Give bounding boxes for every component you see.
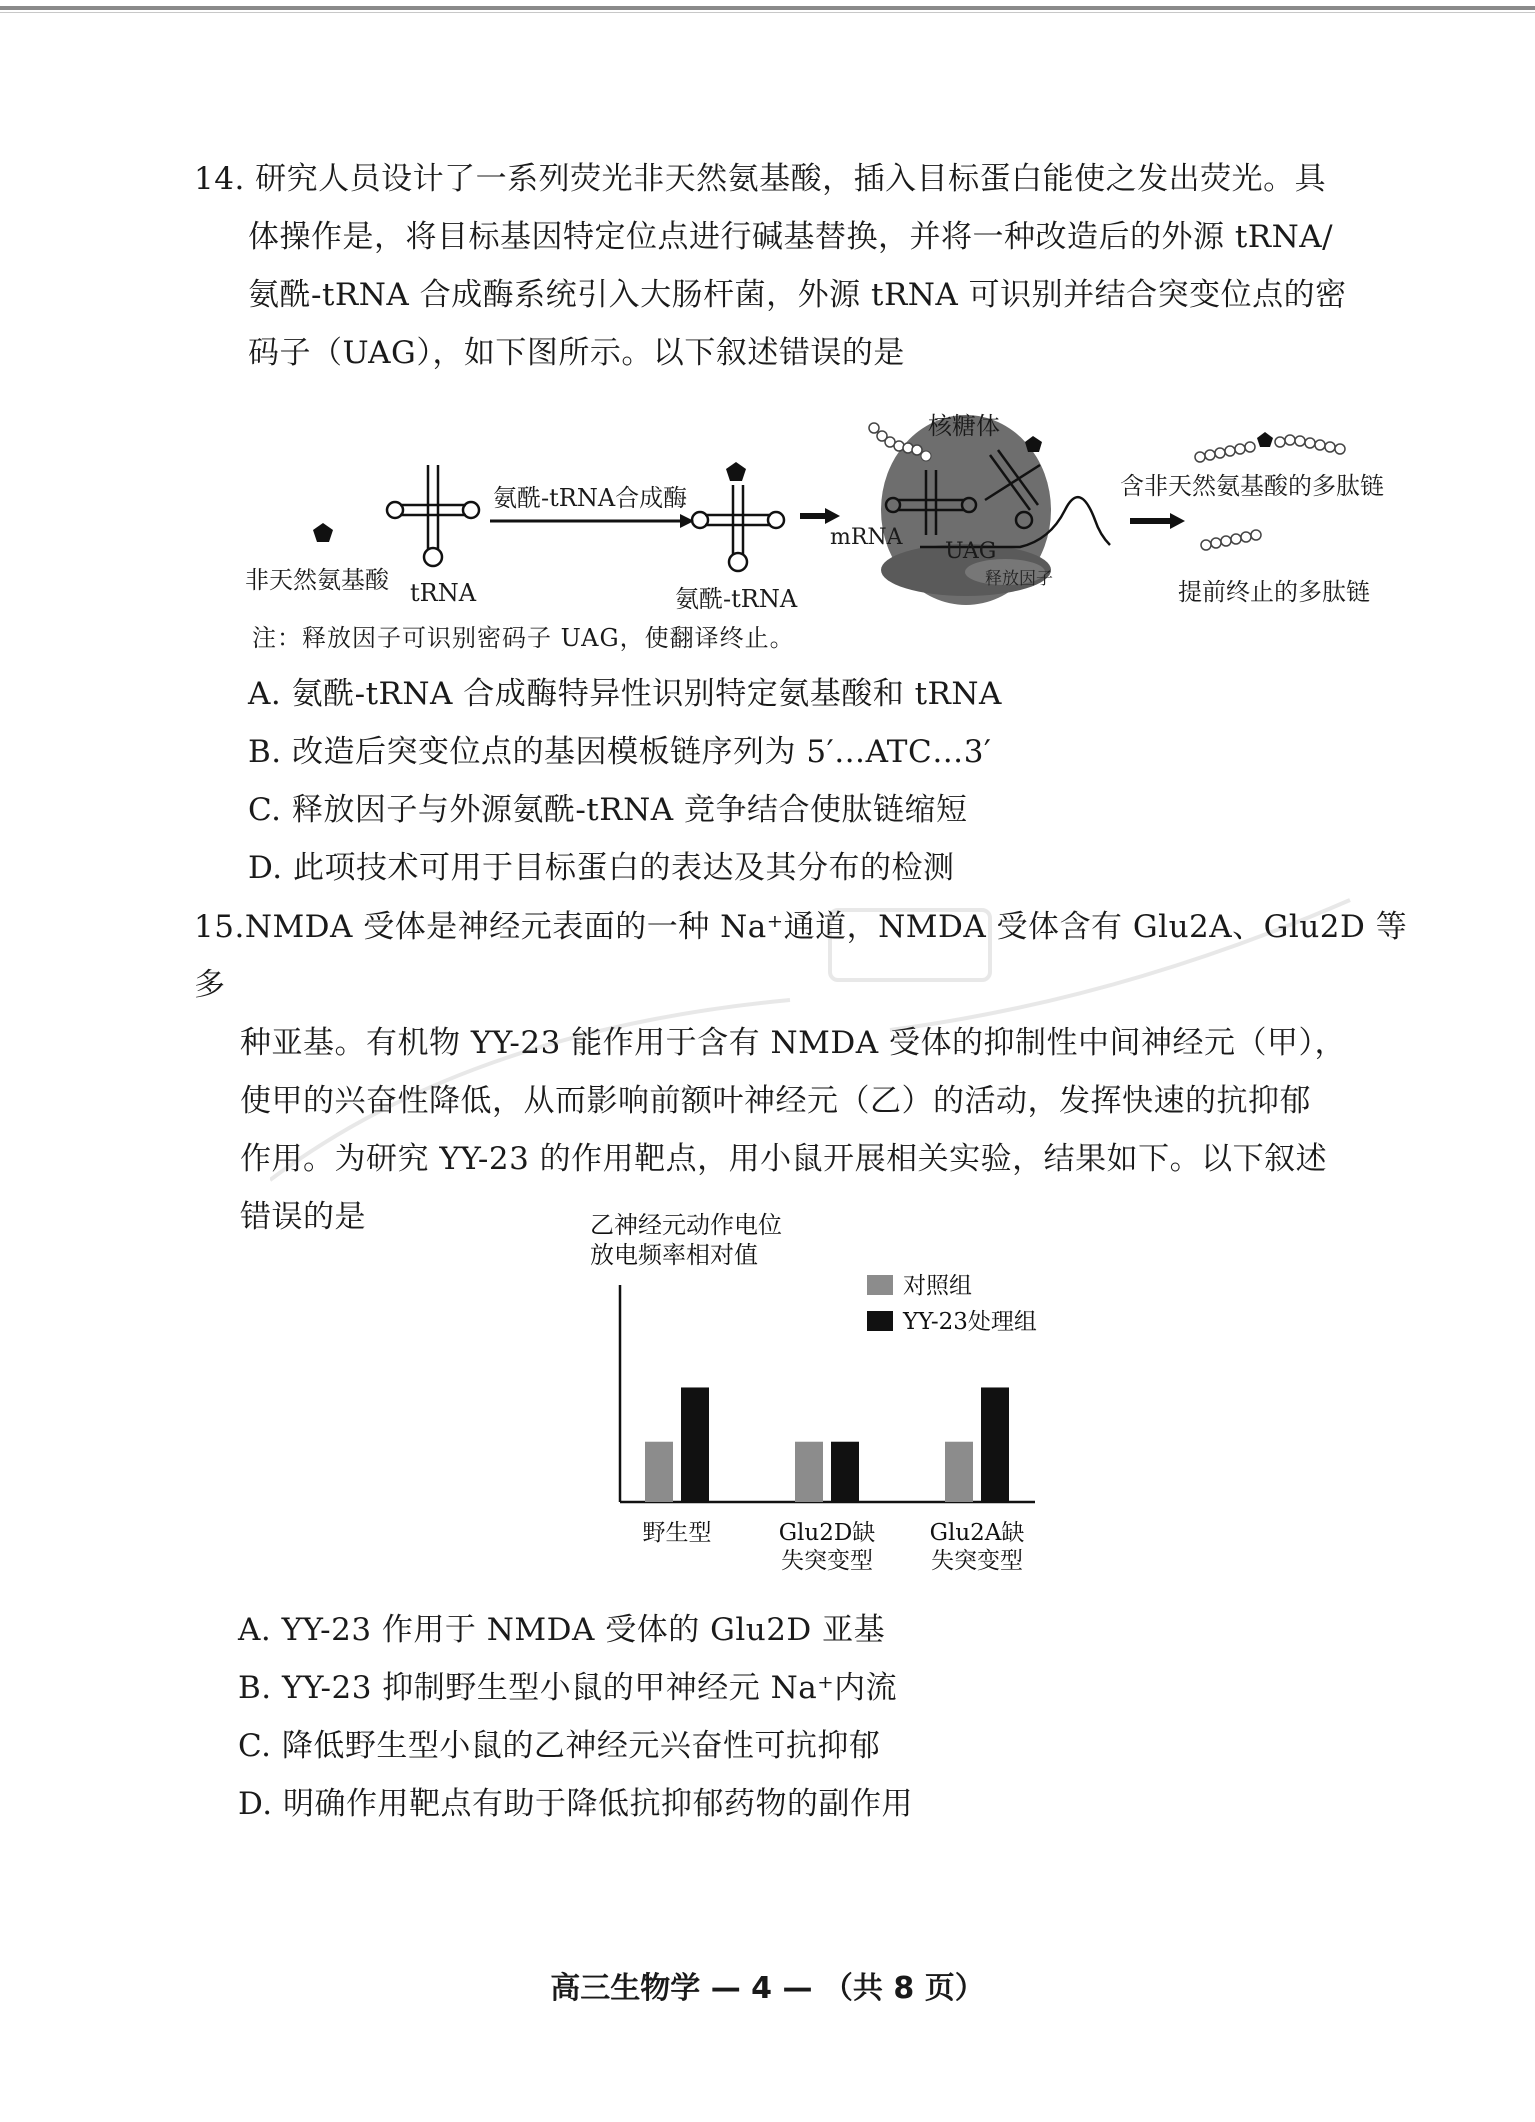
label-aminoacyl-trna: 氨酰-tRNA xyxy=(675,585,798,613)
bar-1-treated xyxy=(681,1387,709,1502)
question-14-number: 14. xyxy=(194,161,245,197)
x-tick-label-2-2: 失突变型 xyxy=(781,1548,873,1574)
x-tick-label-3-2: 失突变型 xyxy=(931,1548,1023,1574)
x-tick-label-1-1: 野生型 xyxy=(642,1520,712,1546)
question-15-line-5: 错误的是 xyxy=(240,1199,366,1235)
amino-acid-icon xyxy=(313,523,333,542)
label-truncated-peptide: 提前终止的多肽链 xyxy=(1178,578,1370,606)
diagram-note: 注：释放因子可识别密码子 UAG，使翻译终止。 xyxy=(252,624,795,652)
label-trna: tRNA xyxy=(410,579,477,607)
translation-diagram-graphic xyxy=(0,0,1535,620)
bar-chart xyxy=(560,1200,1120,1580)
label-mrna: mRNA xyxy=(830,525,903,550)
question-15 xyxy=(194,898,1424,1246)
q14-option-c: C. 释放因子与外源氨酰-tRNA 竞争结合使肽链缩短 xyxy=(248,792,968,828)
x-tick-label-3-1: Glu2A缺 xyxy=(929,1520,1025,1546)
legend-label-2: YY-23处理组 xyxy=(903,1309,1037,1335)
incoming-amino-acid-icon xyxy=(1025,436,1042,452)
question-14-line-2: 体操作是，将目标基因特定位点进行碱基替换，并将一种改造后的外源 tRNA/ xyxy=(248,219,1334,255)
label-unnatural-aa: 非天然氨基酸 xyxy=(245,566,389,594)
question-14-line-3: 氨酰-tRNA 合成酶系统引入大肠杆菌，外源 tRNA 可识别并结合突变位点的密 xyxy=(248,277,1347,313)
question-15-line-1: NMDA 受体是神经元表面的一种 Na⁺通道，NMDA 受体含有 Glu2A、Glu2D 等多 xyxy=(194,909,1408,1003)
question-15-line-2: 种亚基。有机物 YY-23 能作用于含有 NMDA 受体的抑制性中间神经元（甲）， xyxy=(240,1025,1346,1061)
trna-icon xyxy=(387,465,479,566)
q15-option-b: B. YY-23 抑制野生型小鼠的甲神经元 Na⁺内流 xyxy=(238,1670,898,1706)
q15-option-d: D. 明确作用靶点有助于降低抗抑郁药物的副作用 xyxy=(238,1786,913,1822)
label-synthetase: 氨酰-tRNA合成酶 xyxy=(493,484,688,512)
peptide-link-icon xyxy=(921,451,931,461)
label-full-peptide: 含非天然氨基酸的多肽链 xyxy=(1120,472,1384,500)
page-footer: 高三生物学 — 4 — （共 8 页） xyxy=(550,1971,985,2006)
arrow-2-head xyxy=(825,508,840,524)
bar-3-control xyxy=(945,1442,973,1502)
legend-label-1: 对照组 xyxy=(903,1273,972,1299)
bar-chart-svg xyxy=(560,1200,1120,1580)
bar-2-control xyxy=(795,1442,823,1502)
q14-option-d: D. 此项技术可用于目标蛋白的表达及其分布的检测 xyxy=(248,850,955,886)
aminoacyl-trna-icon xyxy=(692,485,784,571)
bar-2-treated xyxy=(831,1442,859,1502)
label-release-factor: 释放因子 xyxy=(985,569,1053,589)
question-14-line-1: 研究人员设计了一系列荧光非天然氨基酸，插入目标蛋白能使之发出荧光。具 xyxy=(255,161,1327,197)
question-15-number: 15. xyxy=(194,909,245,945)
label-uag: UAG xyxy=(945,539,997,564)
unnatural-aa-in-peptide-icon xyxy=(1257,432,1273,447)
question-15-line-3: 使甲的兴奋性降低，从而影响前额叶神经元（乙）的活动，发挥快速的抗抑郁 xyxy=(240,1083,1311,1119)
q15-option-c: C. 降低野生型小鼠的乙神经元兴奋性可抗抑郁 xyxy=(238,1728,881,1764)
legend-swatch-1 xyxy=(867,1275,893,1295)
q14-option-b: B. 改造后突变位点的基因模板链序列为 5′…ATC…3′ xyxy=(248,734,992,770)
bar-3-treated xyxy=(981,1387,1009,1502)
question-14-line-4: 码子（UAG），如下图所示。以下叙述错误的是 xyxy=(248,335,905,371)
arrow-3-head xyxy=(1170,513,1185,529)
chart-ylabel-line-2: 放电频率相对值 xyxy=(590,1241,758,1269)
q14-option-a: A. 氨酰-tRNA 合成酶特异性识别特定氨基酸和 tRNA xyxy=(248,676,1002,712)
chart-ylabel-line-1: 乙神经元动作电位 xyxy=(590,1211,782,1239)
legend-swatch-2 xyxy=(867,1311,893,1331)
x-tick-label-2-1: Glu2D缺 xyxy=(778,1520,876,1546)
q15-option-a: A. YY-23 作用于 NMDA 受体的 Glu2D 亚基 xyxy=(238,1612,886,1648)
bar-1-control xyxy=(645,1442,673,1502)
question-15-line-4: 作用。为研究 YY-23 的作用靶点，用小鼠开展相关实验，结果如下。以下叙述 xyxy=(240,1141,1328,1177)
attached-amino-acid-icon xyxy=(726,462,746,481)
label-ribosome: 核糖体 xyxy=(928,412,1000,440)
truncated-peptide-icon xyxy=(1201,530,1261,550)
